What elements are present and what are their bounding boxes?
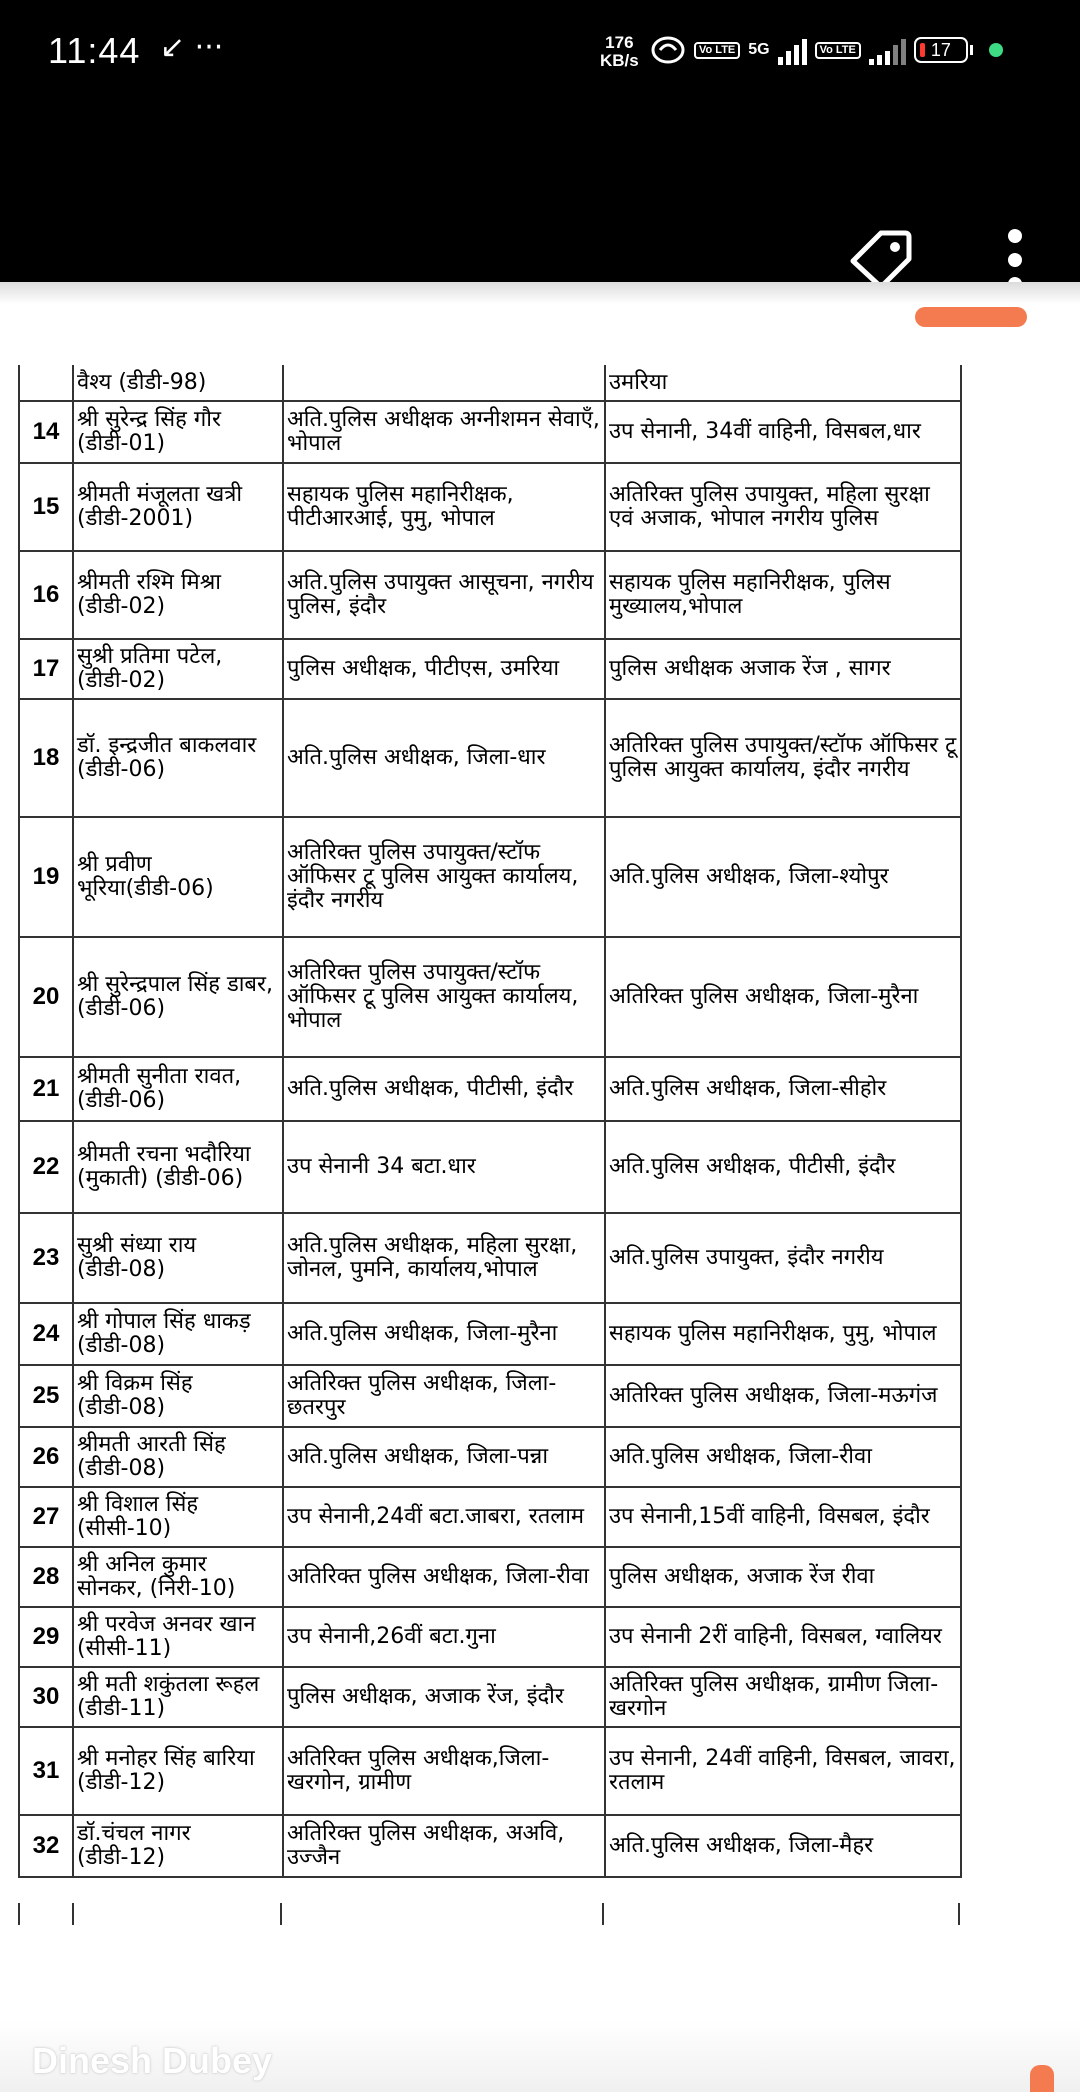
row-number: 23 [19, 1213, 73, 1303]
new-post: सहायक पुलिस महानिरीक्षक, पुमु, भोपाल [605, 1303, 961, 1365]
row-number: 19 [19, 817, 73, 937]
officer-name: श्री अनिल कुमार सोनकर, (निरी-10) [73, 1547, 283, 1607]
new-post: अतिरिक्त पुलिस अधीक्षक, ग्रामीण जिला-खरगोन [605, 1667, 961, 1727]
table-row [19, 1607, 961, 1667]
current-post: अति.पुलिस अधीक्षक, पीटीसी, इंदौर [283, 1057, 605, 1121]
row-number: 22 [19, 1121, 73, 1213]
table-row [19, 937, 961, 1057]
table-row [19, 551, 961, 639]
current-post: अति.पुलिस अधीक्षक, जिला-पन्ना [283, 1427, 605, 1487]
new-post: उप सेनानी,15वीं वाहिनी, विसबल, इंदौर [605, 1487, 961, 1547]
officer-name: वैश्य (डीडी-98) [73, 365, 283, 401]
row-number [19, 365, 73, 401]
row-number: 28 [19, 1547, 73, 1607]
officer-name: श्री सुरेन्द्र सिंह गौर (डीडी-01) [73, 401, 283, 463]
officer-name: श्री प्रवीण भूरिया(डीडी-06) [73, 817, 283, 937]
table-row [19, 1213, 961, 1303]
signal-icon-2 [869, 35, 906, 65]
table-row [19, 699, 961, 817]
row-number: 20 [19, 937, 73, 1057]
officer-name: श्री मती शकुंतला रूहल (डीडी-11) [73, 1667, 283, 1727]
current-post: सहायक पुलिस महानिरीक्षक, पीटीआरआई, पुमु, भोपाल [283, 463, 605, 551]
new-post: अति.पुलिस अधीक्षक, जिला-सीहोर [605, 1057, 961, 1121]
row-number: 27 [19, 1487, 73, 1547]
status-icons [650, 30, 1003, 70]
table-row [19, 1121, 961, 1213]
new-post: उप सेनानी, 24वीं वाहिनी, विसबल, जावरा, रतलाम [605, 1727, 961, 1815]
table-row [19, 1365, 961, 1427]
officer-name: सुश्री संध्या राय (डीडी-08) [73, 1213, 283, 1303]
current-post: उप सेनानी,26वीं बटा.गुना [283, 1607, 605, 1667]
officer-name: श्री विशाल सिंह (सीसी-10) [73, 1487, 283, 1547]
new-post: अतिरिक्त पुलिस उपायुक्त/स्टॉफ ऑफिसर टू पुलिस आयुक्त कार्यालय, इंदौर नगरीय [605, 699, 961, 817]
net-speed-value: 176 [605, 33, 634, 52]
table-row [19, 1667, 961, 1727]
volte-icon: Vo LTE [694, 42, 740, 59]
status-time: 11:44 [48, 30, 141, 71]
new-post: पुलिस अधीक्षक, अजाक रेंज रीवा [605, 1547, 961, 1607]
current-post: अति.पुलिस अधीक्षक, जिला-मुरैना [283, 1303, 605, 1365]
current-post: अतिरिक्त पुलिस उपायुक्त/स्टॉफ ऑफिसर टू पुलिस आयुक्त कार्यालय, इंदौर नगरीय [283, 817, 605, 937]
officer-name: श्री गोपाल सिंह धाकड़ (डीडी-08) [73, 1303, 283, 1365]
table-row [19, 1815, 961, 1877]
table-row [19, 1487, 961, 1547]
table-continuation [18, 1903, 960, 1925]
new-post: अतिरिक्त पुलिस अधीक्षक, जिला-मुरैना [605, 937, 961, 1057]
current-post: अति.पुलिस अधीक्षक, महिला सुरक्षा, जोनल, पुमनि, कार्यालय,भोपाल [283, 1213, 605, 1303]
table-row [19, 639, 961, 699]
row-number: 14 [19, 401, 73, 463]
notification-icons: ↙ ··· [160, 30, 224, 65]
status-bar [0, 0, 1080, 100]
row-number: 18 [19, 699, 73, 817]
table-row [19, 1303, 961, 1365]
new-post: अति.पुलिस अधीक्षक, जिला-श्योपुर [605, 817, 961, 937]
scroll-handle[interactable] [1030, 2065, 1054, 2092]
table-row [19, 365, 961, 401]
officer-name: श्रीमती आरती सिंह (डीडी-08) [73, 1427, 283, 1487]
current-post: अतिरिक्त पुलिस अधीक्षक,जिला-खरगोन, ग्रामीण [283, 1727, 605, 1815]
current-post: उप सेनानी,24वीं बटा.जाबरा, रतलाम [283, 1487, 605, 1547]
current-post: अतिरिक्त पुलिस उपायुक्त/स्टॉफ ऑफिसर टू पुलिस आयुक्त कार्यालय, भोपाल [283, 937, 605, 1057]
officer-name: श्रीमती मंजूलता खत्री (डीडी-2001) [73, 463, 283, 551]
row-number: 15 [19, 463, 73, 551]
new-post: अति.पुलिस अधीक्षक, जिला-मैहर [605, 1815, 961, 1877]
new-post: उमरिया [605, 365, 961, 401]
net-speed-unit: KB/s [600, 51, 639, 70]
officer-name: श्रीमती रश्मि मिश्रा (डीडी-02) [73, 551, 283, 639]
officer-name: श्रीमती सुनीता रावत, (डीडी-06) [73, 1057, 283, 1121]
officer-name: श्रीमती रचना भदौरिया (मुकाती) (डीडी-06) [73, 1121, 283, 1213]
current-post: अति.पुलिस अधीक्षक, जिला-धार [283, 699, 605, 817]
new-post: अति.पुलिस अधीक्षक, जिला-रीवा [605, 1427, 961, 1487]
privacy-dot-icon [989, 43, 1003, 57]
current-post: पुलिस अधीक्षक, अजाक रेंज, इंदौर [283, 1667, 605, 1727]
table-row [19, 401, 961, 463]
officer-name: श्री विक्रम सिंह (डीडी-08) [73, 1365, 283, 1427]
current-post: उप सेनानी 34 बटा.धार [283, 1121, 605, 1213]
new-post: अति.पुलिस अधीक्षक, पीटीसी, इंदौर [605, 1121, 961, 1213]
table-row [19, 817, 961, 937]
row-number: 26 [19, 1427, 73, 1487]
row-number: 25 [19, 1365, 73, 1427]
current-post: अति.पुलिस अधीक्षक अग्नीशमन सेवाएँ, भोपाल [283, 401, 605, 463]
table-row [19, 1727, 961, 1815]
officer-name: डॉ.चंचल नागर (डीडी-12) [73, 1815, 283, 1877]
sync-icon [650, 34, 686, 66]
current-post: अतिरिक्त पुलिस अधीक्षक, जिला-छतरपुर [283, 1365, 605, 1427]
row-number: 21 [19, 1057, 73, 1121]
officer-name: श्री परवेज अनवर खान (सीसी-11) [73, 1607, 283, 1667]
row-number: 16 [19, 551, 73, 639]
current-post: पुलिस अधीक्षक, पीटीएस, उमरिया [283, 639, 605, 699]
officer-name: डॉ. इन्द्रजीत बाकलवार (डीडी-06) [73, 699, 283, 817]
officer-name: श्री सुरेन्द्रपाल सिंह डाबर, (डीडी-06) [73, 937, 283, 1057]
officer-name: श्री मनोहर सिंह बारिया (डीडी-12) [73, 1727, 283, 1815]
row-number: 29 [19, 1607, 73, 1667]
row-number: 30 [19, 1667, 73, 1727]
row-number: 24 [19, 1303, 73, 1365]
row-number: 17 [19, 639, 73, 699]
table-row [19, 1547, 961, 1607]
viewer-toolbar [0, 100, 1080, 282]
scroll-indicator[interactable] [915, 307, 1027, 327]
volte-icon-2: Vo LTE [815, 42, 861, 59]
net-speed [600, 34, 639, 70]
new-post: पुलिस अधीक्षक अजाक रेंज , सागर [605, 639, 961, 699]
new-post: सहायक पुलिस महानिरीक्षक, पुलिस मुख्यालय,भोपाल [605, 551, 961, 639]
new-post: अतिरिक्त पुलिस अधीक्षक, जिला-मऊगंज [605, 1365, 961, 1427]
network-type: 5G [748, 41, 770, 58]
watermark: Dinesh Dubey [32, 2040, 273, 2081]
table-row [19, 1057, 961, 1121]
table-row [19, 463, 961, 551]
battery-icon [914, 37, 968, 63]
current-post [283, 365, 605, 401]
new-post: उप सेनानी 2रीं वाहिनी, विसबल, ग्वालियर [605, 1607, 961, 1667]
current-post: अतिरिक्त पुलिस अधीक्षक, जिला-रीवा [283, 1547, 605, 1607]
officer-name: सुश्री प्रतिमा पटेल, (डीडी-02) [73, 639, 283, 699]
table-row [19, 1427, 961, 1487]
new-post: अतिरिक्त पुलिस उपायुक्त, महिला सुरक्षा एवं अजाक, भोपाल नगरीय पुलिस [605, 463, 961, 551]
row-number: 32 [19, 1815, 73, 1877]
new-post: अति.पुलिस उपायुक्त, इंदौर नगरीय [605, 1213, 961, 1303]
current-post: अति.पुलिस उपायुक्त आसूचना, नगरीय पुलिस, इंदौर [283, 551, 605, 639]
battery-level: 17 [930, 39, 951, 60]
new-post: उप सेनानी, 34वीं वाहिनी, विसबल,धार [605, 401, 961, 463]
row-number: 31 [19, 1727, 73, 1815]
signal-icon [778, 35, 807, 65]
current-post: अतिरिक्त पुलिस अधीक्षक, अअवि, उज्जैन [283, 1815, 605, 1877]
transfer-table [18, 365, 962, 1878]
